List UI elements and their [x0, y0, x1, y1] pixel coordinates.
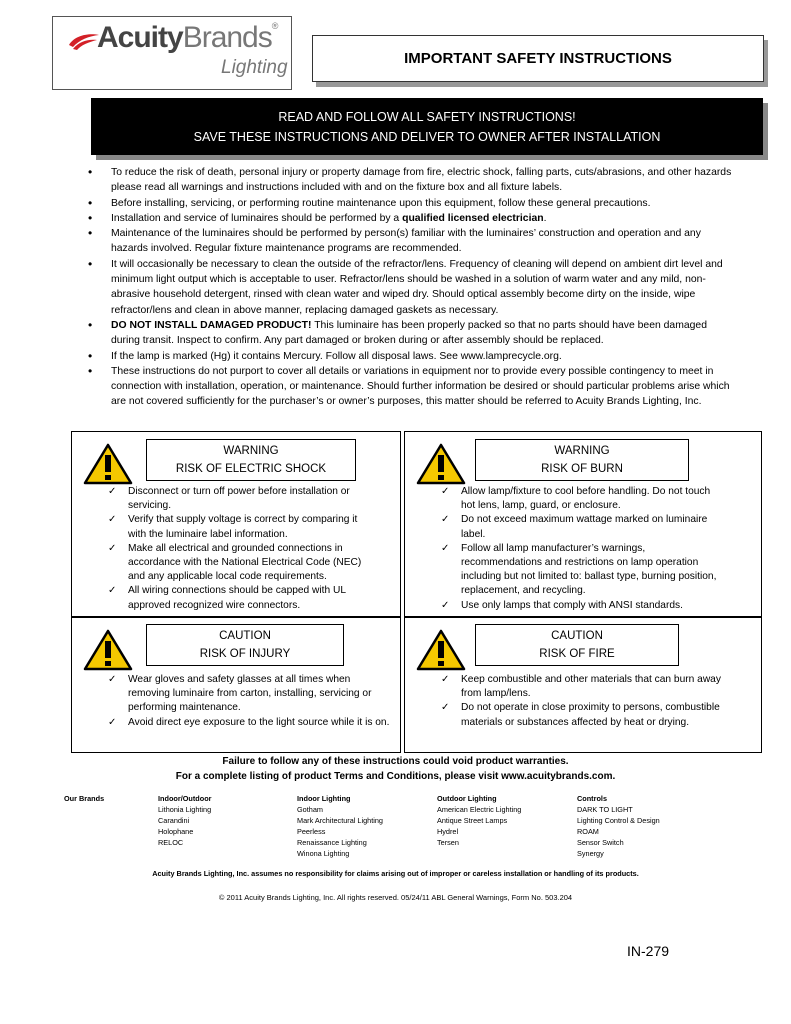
- list-item: • If the lamp is marked (Hg) it contains Mercury. Follow all disposal laws. See www.lamprecycle.org.: [86, 349, 736, 364]
- caution-header: CAUTION RISK OF FIRE: [475, 624, 679, 666]
- list-item: • These instructions do not purport to cover all details or variations in equipment nor to provide every possible contingency to meet in connection with installation, operation, or maintenance. Should further information be desired or should particular problems arise which are not covered sufficiently for the purchaser’s or owner’s purposes, this matter should be referred to Acuity Brands Lighting, Inc.: [86, 364, 736, 410]
- page-title: IMPORTANT SAFETY INSTRUCTIONS: [312, 35, 764, 82]
- list-item: ✓ All wiring connections should be capped with UL approved recognized wire connectors.: [106, 584, 374, 612]
- logo-subtitle: Lighting: [221, 57, 288, 78]
- warning-electric-shock-panel: [71, 431, 401, 617]
- liability-disclaimer: Acuity Brands Lighting, Inc. assumes no responsibility for claims arising out of improper or careless installation or handling of its products.: [152, 869, 639, 878]
- checklist: [106, 673, 392, 730]
- warranty-notice: Failure to follow any of these instructions could void product warranties. For a complete listing of product Terms and Conditions, please visit www.acuitybrands.com.: [175, 756, 616, 782]
- hazard-triangle-icon: [82, 628, 134, 672]
- logo-swoosh-icon: [67, 31, 101, 53]
- banner-line-2: SAVE THESE INSTRUCTIONS AND DELIVER TO OWNER AFTER INSTALLATION: [193, 129, 661, 144]
- form-id: IN-279: [627, 943, 670, 959]
- list-item: • DO NOT INSTALL DAMAGED PRODUCT! This luminaire has been properly packed so that no parts should have been damaged during transit. Inspect to confirm. Any part damaged or broken during or after assembly should be replaced.: [86, 318, 736, 349]
- caution-injury-panel: [71, 617, 401, 753]
- list-item: ✓ Keep combustible and other materials that can burn away from lamp/lens.: [439, 673, 729, 701]
- general-precautions-list: [86, 165, 736, 410]
- hazard-triangle-icon: [82, 442, 134, 486]
- list-item: ✓ Do not exceed maximum wattage marked on luminaire label.: [439, 513, 727, 541]
- list-item: • Maintenance of the luminaires should be performed by person(s) familiar with the luminaires’ construction and operation and any hazards involved. Regular fixture maintenance programs are recommended.: [86, 226, 736, 257]
- list-item: • To reduce the risk of death, personal injury or property damage from fire, electric shock, falling parts, cuts/abrasions, and other hazards please read all warnings and instructions included with and on the fixture box and all fixture labels.: [86, 165, 736, 196]
- checklist: [106, 485, 374, 613]
- hazard-triangle-icon: [415, 628, 467, 672]
- instructions-banner: [91, 98, 763, 155]
- brand-column: Outdoor Lighting American Electric Lighting Antique Street Lamps Hydrel Tersen: [437, 794, 522, 847]
- list-item: • Installation and service of luminaires should be performed by a qualified licensed electrician.: [86, 211, 736, 226]
- checklist: [439, 673, 729, 730]
- company-logo: [52, 16, 292, 90]
- caution-fire-panel: [404, 617, 762, 753]
- logo-wordmark: AcuityBrands®: [97, 21, 278, 54]
- hazard-warnings-grid: [71, 431, 762, 753]
- list-item: ✓ Make all electrical and grounded connections in accordance with the National Electrical Code (NEC) and any applicable local code requirements.: [106, 542, 374, 585]
- list-item: ✓ Avoid direct eye exposure to the light source while it is on.: [106, 716, 392, 730]
- list-item: ✓ Do not operate in close proximity to persons, combustible materials or substances affected by heat or drying.: [439, 701, 729, 729]
- copyright-line: © 2011 Acuity Brands Lighting, Inc. All rights reserved. 05/24/11 ABL General Warnings, Form No. 503.204: [218, 893, 573, 902]
- list-item: ✓ Disconnect or turn off power before installation or servicing.: [106, 485, 374, 513]
- list-item: ✓ Allow lamp/fixture to cool before handling. Do not touch hot lens, lamp, guard, or enclosure.: [439, 485, 727, 513]
- banner-line-1: READ AND FOLLOW ALL SAFETY INSTRUCTIONS!: [278, 109, 576, 124]
- brand-column: Controls DARK TO LIGHT Lighting Control & Design ROAM Sensor Switch Synergy: [577, 794, 660, 858]
- warning-burn-panel: [404, 431, 762, 617]
- brand-column: Indoor/Outdoor Lithonia Lighting Carandini Holophane RELOC: [158, 794, 212, 847]
- list-item: ✓ Follow all lamp manufacturer’s warnings, recommendations and restrictions on lamp operation including but not limited to: ballast type, burning position, replacement, and recycling.: [439, 542, 727, 599]
- list-item: ✓ Use only lamps that comply with ANSI standards.: [439, 599, 727, 613]
- warning-header: WARNING RISK OF ELECTRIC SHOCK: [146, 439, 356, 481]
- checklist: [439, 485, 727, 613]
- our-brands-label: Our Brands: [64, 794, 105, 803]
- list-item: ✓ Verify that supply voltage is correct by comparing it with the luminaire label information.: [106, 513, 374, 541]
- list-item: ✓ Wear gloves and safety glasses at all times when removing luminaire from carton, installing, servicing or performing maintenance.: [106, 673, 392, 716]
- list-item: • It will occasionally be necessary to clean the outside of the refractor/lens. Frequency of cleaning will depend on ambient dirt level and minimum light output which is acceptable to user. Refractor/lens should be washed in a solution of warm water and any mild, non-abrasive household detergent, rinsed with clean water and wiped dry. Should optical assembly become dirty on the inside, wipe refractor/lens and clean in above manner, replacing damaged gaskets as necessary.: [86, 257, 736, 318]
- warning-header: WARNING RISK OF BURN: [475, 439, 689, 481]
- list-item: • Before installing, servicing, or performing routine maintenance upon this equipment, follow these general precautions.: [86, 196, 736, 211]
- brand-column: Indoor Lighting Gotham Mark Architectural Lighting Peerless Renaissance Lighting Winona Lighting: [297, 794, 383, 858]
- caution-header: CAUTION RISK OF INJURY: [146, 624, 344, 666]
- hazard-triangle-icon: [415, 442, 467, 486]
